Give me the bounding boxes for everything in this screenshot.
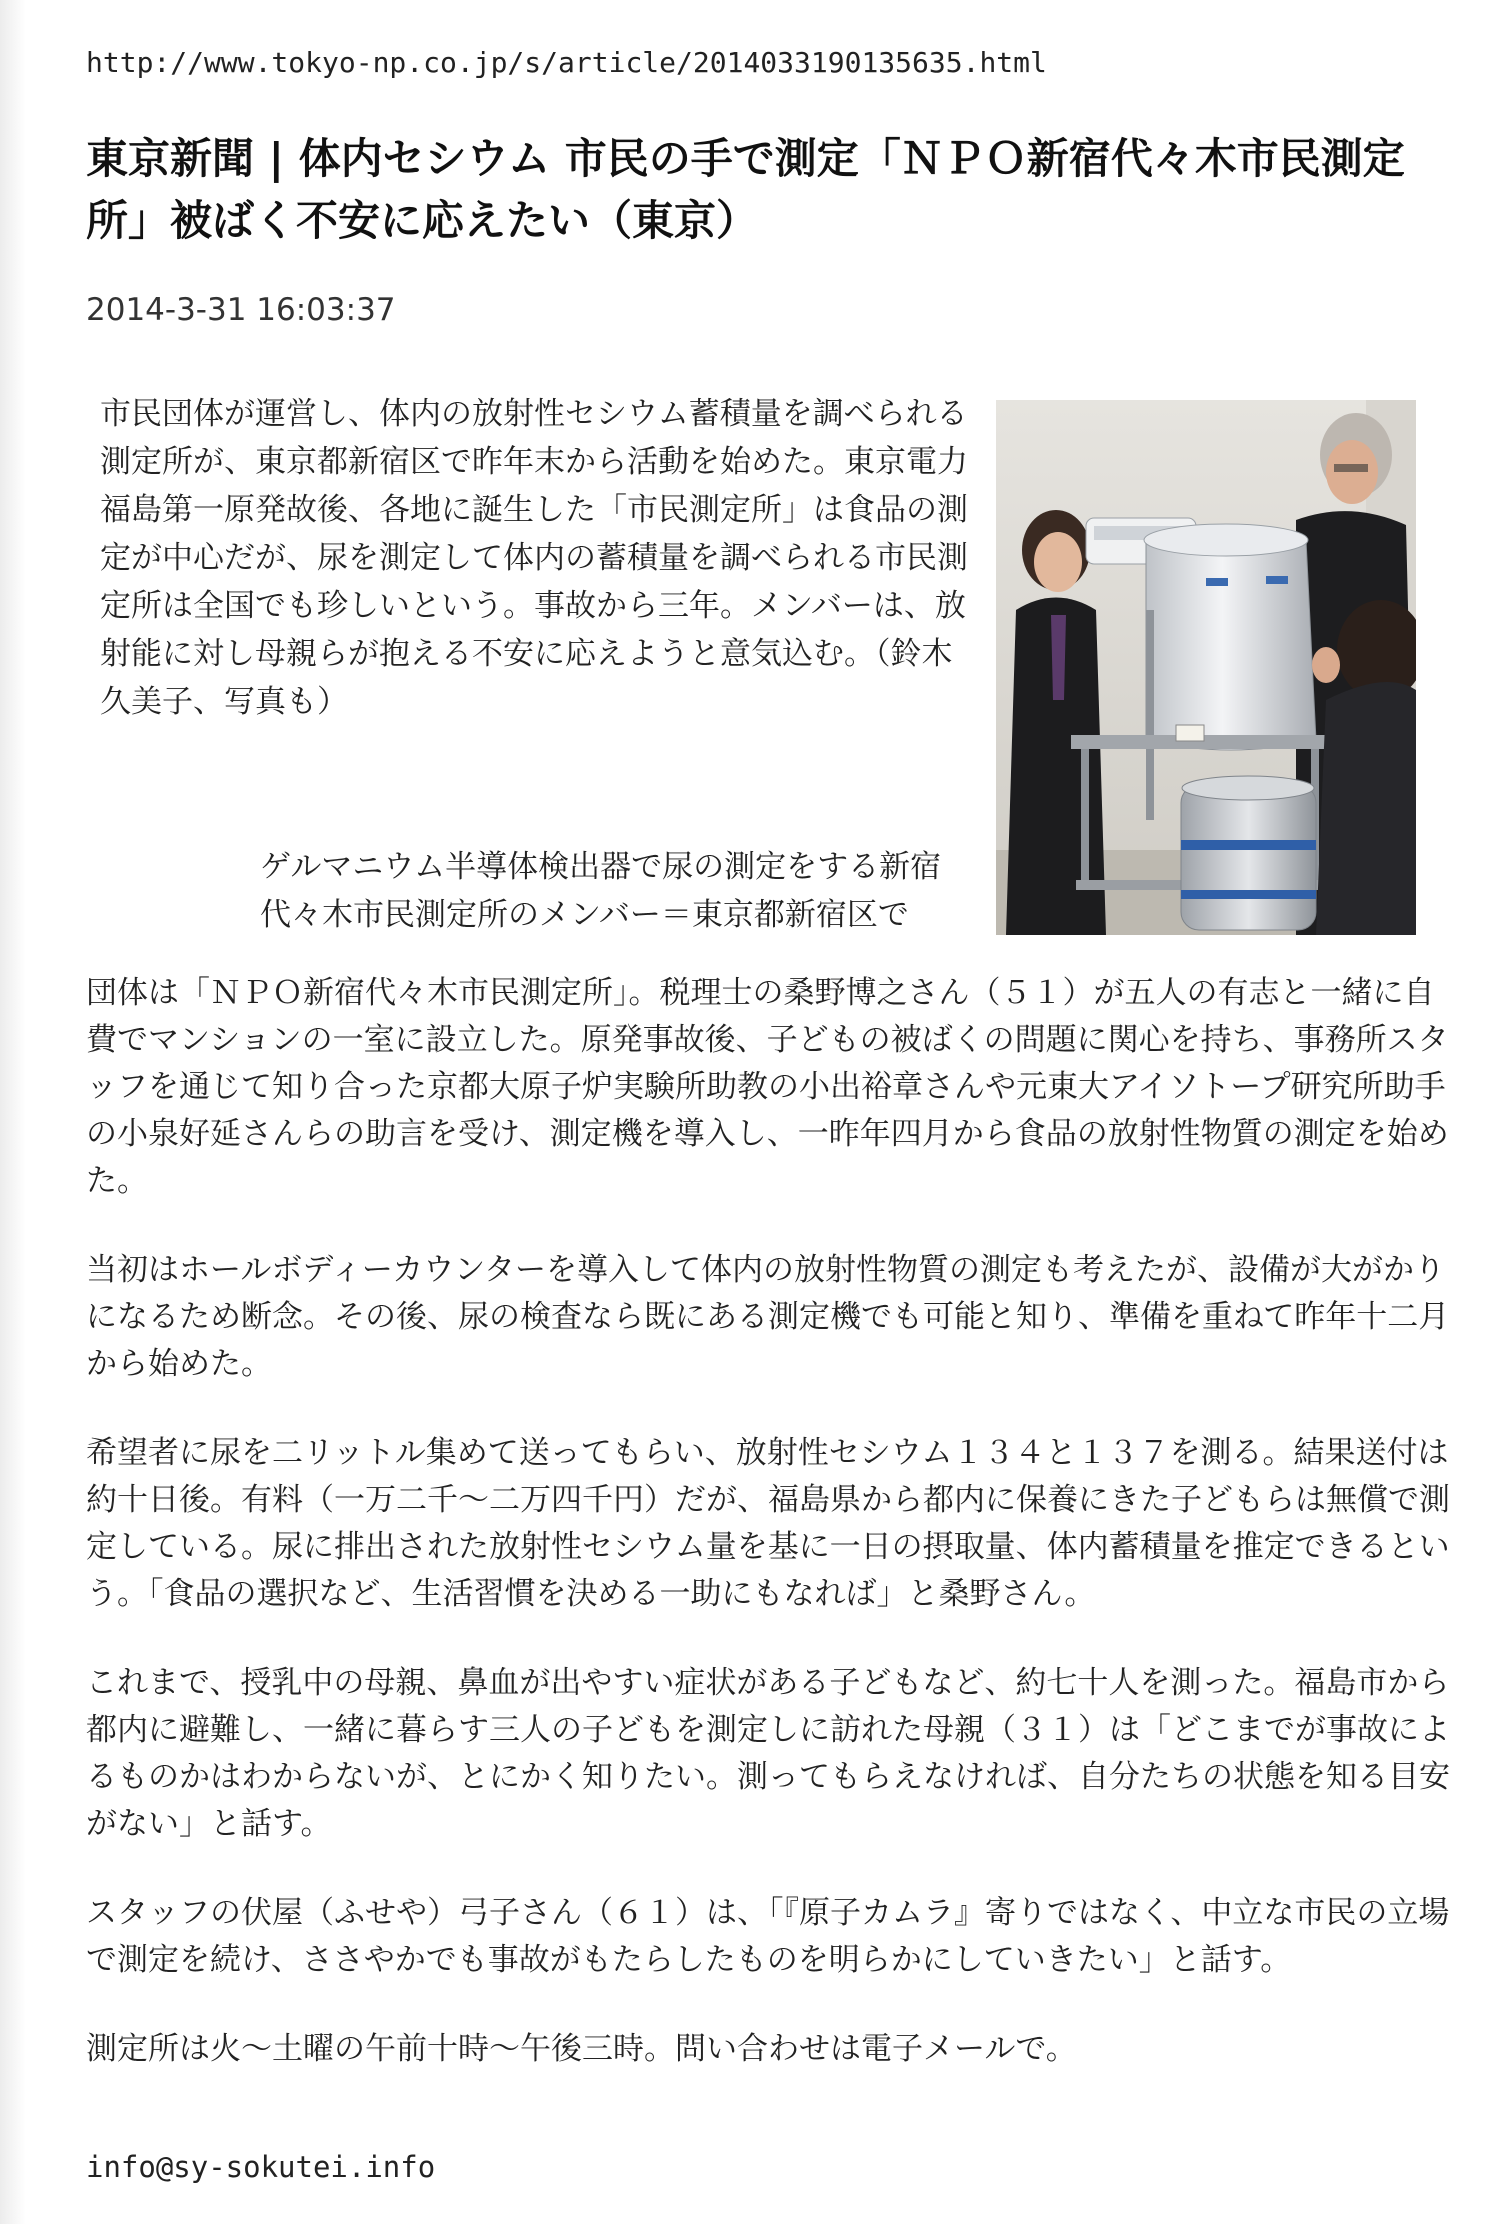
body-paragraph: 団体は「ＮＰＯ新宿代々木市民測定所」。税理士の桑野博之さん（５１）が五人の有志と一緒に自費でマンションの一室に設立した。原発事故後、子どもの被ばくの問題に関心を持ち、事務所スタッフを通じて知り合った京都大原子炉実験所助教の小出裕章さんや元東大アイソトープ研究所助手の小泉好延さんらの助言を受け、測定機を導入し、一昨年四月から食品の放射性物質の測定を始めた。 bbox=[86, 975, 1449, 1199]
article-title: 東京新聞 | 体内セシウム 市民の手で測定「ＮＰＯ新宿代々木市民測定所」被ばく不安に応えたい（東京） bbox=[86, 134, 1405, 245]
page-edge-shadow bbox=[0, 0, 26, 2224]
article-date: 2014-3-31 16:03:37 bbox=[86, 292, 396, 328]
body-paragraph: 希望者に尿を二リットル集めて送ってもらい、放射性セシウム１３４と１３７を測る。結果送付は約十日後。有料（一万二千～二万四千円）だが、福島県から都内に保養にきた子どもらは無償で測定している。尿に排出された放射性セシウム量を基に一日の摂取量、体内蓄積量を推定できるという。「食品の選択など、生活習慣を決める一助にもなれば」と桑野さん。 bbox=[86, 1435, 1450, 1612]
article-body bbox=[86, 970, 1456, 2115]
article-lead: 市民団体が運営し、体内の放射性セシウム蓄積量を調べられる測定所が、東京都新宿区で昨年末から活動を始めた。東京電力福島第一原発故後、各地に誕生した「市民測定所」は食品の測定が中心だが、尿を測定して体内の蓄積量を調べられる市民測定所は全国でも珍しいという。事故から三年。メンバーは、放射能に対し母親らが抱える不安に応えようと意気込む。（鈴木久美子、写真も） bbox=[100, 396, 968, 720]
body-paragraph: スタッフの伏屋（ふせや）弓子さん（６１）は、「『原子カムラ』寄りではなく、中立な市民の立場で測定を続け、ささやかでも事故がもたらしたものを明らかにしていきたい」と話す。 bbox=[86, 1895, 1450, 1978]
measurement-scene-illustration bbox=[996, 400, 1416, 935]
body-paragraph: これまで、授乳中の母親、鼻血が出やすい症状がある子どもなど、約七十人を測った。福島市から都内に避難し、一緒に暮らす三人の子どもを測定しに訪れた母親（３１）は「どこまでが事故によるものかはわからないが、とにかく知りたい。測ってもらえなければ、自分たちの状態を知る目安がない」と話す。 bbox=[86, 1665, 1450, 1842]
body-paragraph: 当初はホールボディーカウンターを導入して体内の放射性物質の測定も考えたが、設備が大がかりになるため断念。その後、尿の検査なら既にある測定機でも可能と知り、準備を重ねて昨年十二月から始めた。 bbox=[86, 1252, 1450, 1382]
body-paragraph: 測定所は火～土曜の午前十時～午後三時。問い合わせは電子メールで。 bbox=[86, 2031, 1077, 2067]
article-url[interactable]: http://www.tokyo-np.co.jp/s/article/2014033190135635.html bbox=[86, 46, 1047, 79]
contact-email[interactable]: info@sy-sokutei.info bbox=[86, 2150, 436, 2184]
article-photo bbox=[996, 400, 1416, 935]
photo-caption: ゲルマニウム半導体検出器で尿の測定をする新宿代々木市民測定所のメンバー＝東京都新宿区で bbox=[260, 849, 942, 933]
